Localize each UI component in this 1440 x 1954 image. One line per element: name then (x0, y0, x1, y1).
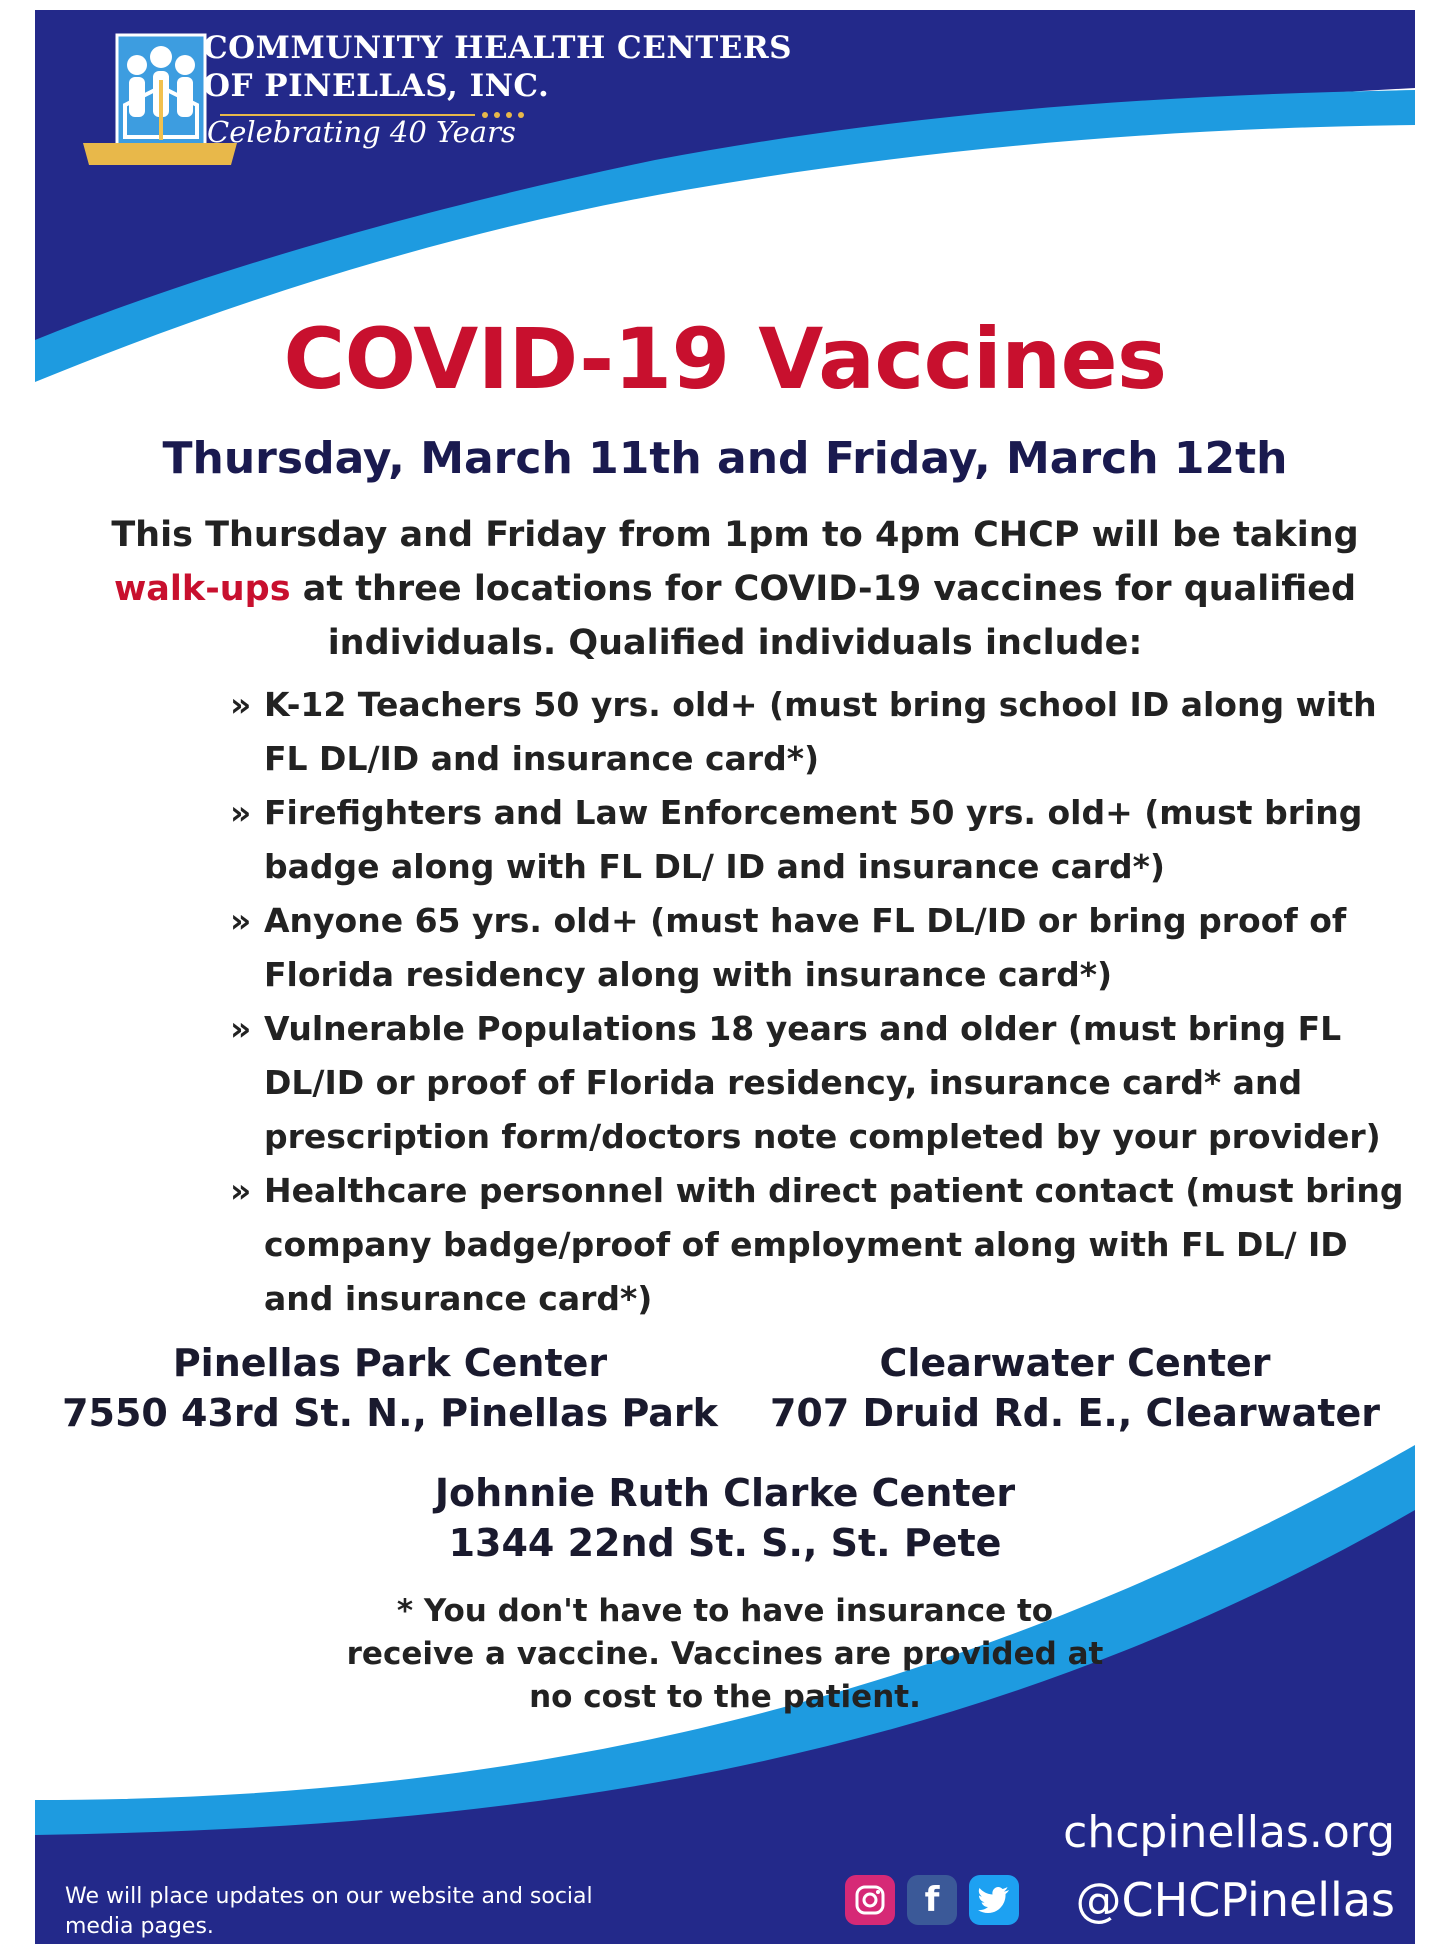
bullet-glyph: » (230, 685, 252, 724)
location-name: Johnnie Ruth Clarke Center (434, 1471, 1016, 1515)
list-item (230, 1002, 1415, 1164)
social-handle[interactable]: @CHCPinellas (1075, 1873, 1395, 1927)
location-address: 707 Druid Rd. E., Clearwater (769, 1391, 1381, 1435)
qualified-groups-list (230, 678, 1415, 1326)
flyer-title: COVID-19 Vaccines (283, 310, 1167, 408)
list-item (230, 678, 1415, 786)
location-name: Pinellas Park Center (172, 1341, 608, 1385)
bullet-glyph: » (230, 1009, 252, 1048)
list-item-text: Anyone 65 yrs. old+ (must have FL DL/ID or bring proof of Florida residency along with insurance card*) (264, 901, 1347, 994)
bullet-glyph: » (230, 1171, 252, 1210)
location-pinellas-park (35, 1338, 745, 1438)
intro-text-part2: at three locations for COVID-19 vaccines for qualified individuals. Qualified individuals include: (290, 569, 1357, 663)
list-item-text: Vulnerable Populations 18 years and older (must bring FL DL/ID or proof of Florida residency, insurance card* and prescription form/doctors note completed by your provider) (264, 1009, 1381, 1156)
event-dates: Thursday, March 11th and Friday, March 12th (162, 433, 1288, 484)
list-item (230, 1164, 1415, 1326)
instagram-icon[interactable] (845, 1875, 895, 1925)
list-item-text: Firefighters and Law Enforcement 50 yrs. old+ (must bring badge along with FL DL/ ID and insurance card*) (264, 793, 1363, 886)
list-item (230, 894, 1415, 1002)
org-tagline: Celebrating 40 Years (207, 115, 516, 149)
walk-ups-highlight: walk-ups (113, 569, 291, 609)
location-johnnie-ruth-clarke (375, 1468, 1075, 1568)
updates-note: We will place updates on our website and social media pages. (65, 1884, 593, 1939)
location-clearwater (745, 1338, 1405, 1438)
org-name-line1: COMMUNITY HEALTH CENTERS (203, 30, 793, 66)
bullet-glyph: » (230, 901, 252, 940)
bullet-glyph: » (230, 793, 252, 832)
intro-paragraph (75, 508, 1395, 670)
location-address: 7550 43rd St. N., Pinellas Park (62, 1391, 718, 1435)
list-item (230, 786, 1415, 894)
location-address: 1344 22nd St. S., St. Pete (448, 1521, 1002, 1565)
website-link[interactable]: chcpinellas.org (1063, 1807, 1395, 1858)
list-item-text: K-12 Teachers 50 yrs. old+ (must bring school ID along with FL DL/ID and insurance card*) (264, 685, 1377, 778)
location-name: Clearwater Center (879, 1341, 1271, 1385)
facebook-icon[interactable]: f (907, 1875, 957, 1925)
list-item-text: Healthcare personnel with direct patient contact (must bring company badge/proof of employment along with FL DL/ ID and insurance card*) (264, 1171, 1404, 1318)
insurance-note: * You don't have to have insurance to receive a vaccine. Vaccines are provided at no cost to the patient. (346, 1593, 1104, 1715)
intro-text-part1: This Thursday and Friday from 1pm to 4pm CHCP will be taking (111, 515, 1359, 555)
twitter-icon[interactable] (969, 1875, 1019, 1925)
org-name-line2: OF PINELLAS, INC. (203, 68, 550, 104)
vaccine-flyer (35, 10, 1415, 1944)
